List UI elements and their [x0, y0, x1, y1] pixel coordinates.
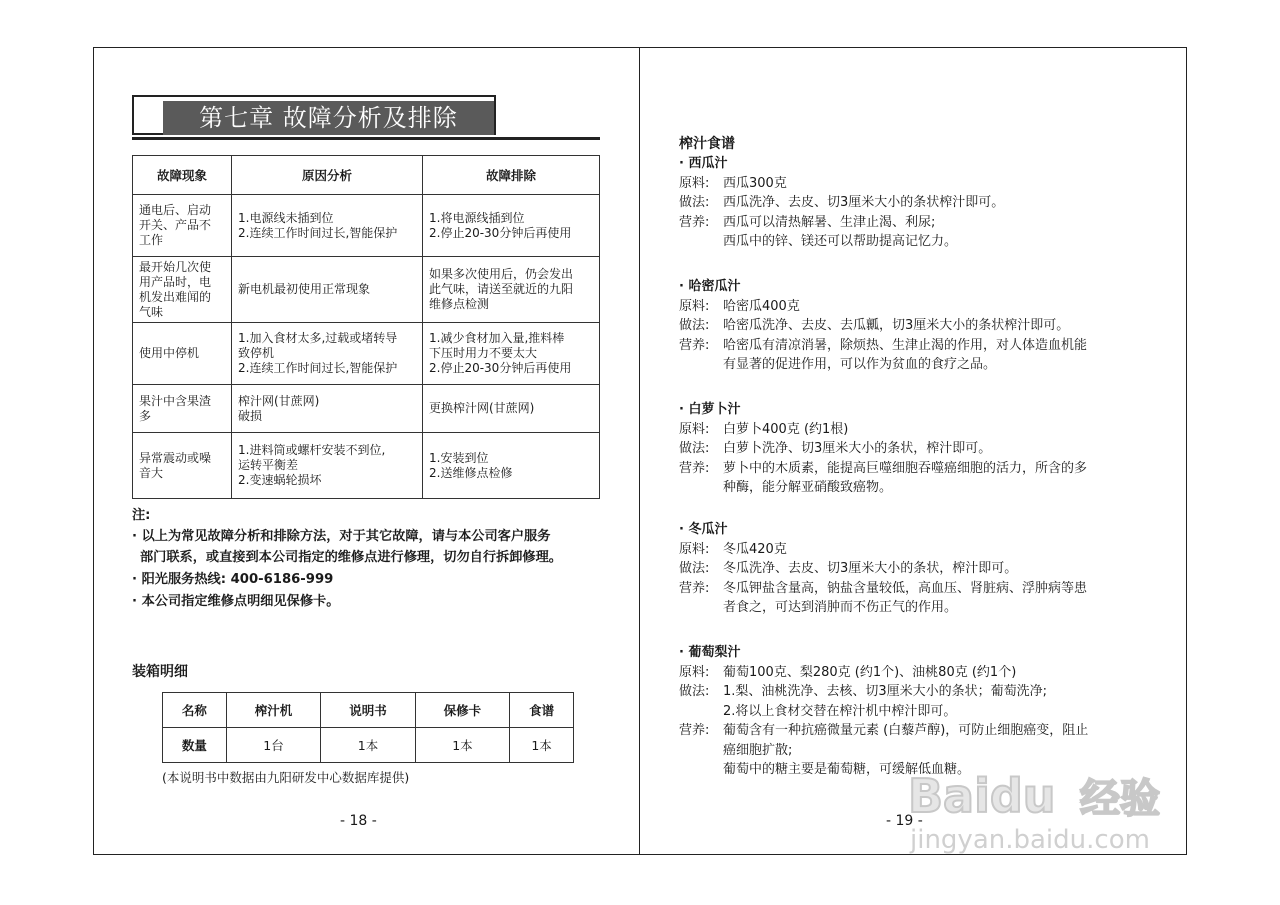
fault-symptom-line: 机发出难闻的 [139, 289, 212, 304]
fault-symptom-line: 开关、产品不 [139, 218, 212, 232]
fault-fix-line: 维修点检测 [429, 297, 490, 311]
recipe-name [679, 521, 727, 539]
fault-cause-line: 运转平衡差 [238, 458, 299, 472]
fault-cause-line: 2.连续工作时间过长,智能保护 [238, 225, 398, 240]
recipe-method [679, 683, 1047, 701]
packing-cell: 1本 [321, 728, 415, 763]
packing-table [162, 692, 574, 763]
note-hotline: · 阳光服务热线: 400-6186-999 [132, 572, 334, 587]
fault-fix-line: 2.停止20-30分钟后再使用 [429, 361, 572, 375]
recipe-method [679, 560, 1017, 578]
fault-table-row [133, 433, 600, 499]
fault-table-row [133, 257, 600, 323]
packing-footnote: (本说明书中数据由九阳研发中心数据库提供) [162, 770, 410, 785]
recipe-nutrition-cont-text: 葡萄中的糖主要是葡萄糖，可缓解低血糖。 [723, 762, 971, 777]
chapter-title: 第七章 故障分析及排除 [163, 101, 494, 135]
recipe-nutrition-label: 营养: [679, 580, 710, 596]
recipe-method-text: 冬瓜洗净、去皮、切3厘米大小的条状，榨汁即可。 [723, 561, 1018, 576]
fault-cause-cell [232, 433, 423, 499]
recipe-method-label: 做法: [679, 684, 710, 699]
packing-cell: 1台 [226, 728, 320, 763]
recipe-ingredients-label: 原料: [679, 541, 710, 557]
recipe-ingredients-label: 原料: [679, 664, 710, 680]
fault-fix-line: 2.送维修点检修 [429, 465, 513, 480]
recipe-method-text: 1.梨、油桃洗净、去核、切3厘米大小的条状；葡萄洗净; [723, 684, 1048, 699]
recipe-method [679, 440, 991, 458]
recipe-nutrition-text: 冬瓜钾盐含量高，钠盐含量较低，高血压、肾脏病、浮肿病等患 [723, 580, 1088, 596]
recipe-nutrition-text: 西瓜可以清热解暑、生津止渴、利尿; [723, 214, 936, 230]
note-title: 注: [132, 508, 151, 523]
watermark-cn: 经验 [1080, 776, 1160, 822]
recipe-method-text: 白萝卜洗净、切3厘米大小的条状，榨汁即可。 [723, 441, 992, 456]
recipe-ingredients-text: 冬瓜420克 [723, 541, 787, 557]
fault-symptom-cell [133, 385, 232, 433]
recipe-nutrition [679, 337, 1087, 355]
recipe-method-label: 做法: [679, 441, 710, 456]
fault-symptom-line: 多 [139, 408, 152, 423]
packing-cell: 榨汁机 [226, 693, 320, 728]
packing-header-row [163, 693, 574, 728]
page-number-left: - 18 - [340, 813, 377, 829]
packing-cell: 说明书 [321, 693, 415, 728]
page-number-right: - 19 - [886, 813, 923, 829]
note-warranty: · 本公司指定维修点明细见保修卡。 [132, 594, 340, 609]
baidu-watermark [900, 760, 1200, 860]
fault-fix-line: 1.安装到位 [429, 450, 489, 465]
chapter-rule [132, 137, 600, 140]
fault-fix-line: 1.将电源线插到位 [429, 210, 525, 225]
header-symptom: 故障现象 [133, 156, 232, 195]
recipe-name-text: · 西瓜汁 [679, 156, 728, 171]
fault-cause-line: 2.连续工作时间过长,智能保护 [238, 361, 398, 375]
recipe-nutrition-text: 哈密瓜有清凉消暑，除烦热、生津止渴的作用，对人体造血机能 [723, 337, 1088, 353]
fault-symptom-cell [133, 433, 232, 499]
page-divider [639, 47, 640, 855]
recipe-nutrition-text: 葡萄含有一种抗癌微量元素 (白藜芦醇)，可防止细胞癌变，阻止 [723, 723, 1089, 738]
recipe-name-text: · 白萝卜汁 [679, 402, 741, 417]
fault-cause-cell [232, 257, 423, 323]
fault-fix-line: 如果多次使用后，仍会发出 [429, 267, 574, 281]
fault-symptom-line: 最开始几次使 [139, 259, 212, 274]
fault-table-row [133, 385, 600, 433]
recipe-ingredients [679, 421, 848, 439]
header-fix: 故障排除 [423, 156, 600, 195]
fault-symptom-line: 气味 [139, 304, 164, 319]
fault-symptom-cell [133, 257, 232, 323]
fault-cause-line: 榨汁网(甘蔗网) [238, 393, 320, 408]
fault-table-row [133, 195, 600, 257]
recipe-nutrition [679, 722, 1088, 740]
fault-table-header [133, 156, 600, 195]
fault-cause-line: 致停机 [238, 346, 275, 360]
fault-fix-cell [423, 323, 600, 385]
recipe-name [679, 278, 740, 296]
note-line-1: · 以上为常见故障分析和排除方法，对于其它故障，请与本公司客户服务 [132, 529, 551, 544]
fault-symptom-line: 通电后、启动 [139, 203, 212, 217]
recipe-nutrition-cont [723, 742, 792, 760]
recipe-nutrition-cont [723, 233, 957, 251]
recipe-ingredients [679, 541, 787, 559]
recipe-ingredients [679, 175, 787, 193]
packing-qty-row [163, 728, 574, 763]
fault-fix-cell [423, 385, 600, 433]
fault-symptom-line: 工作 [139, 233, 164, 247]
recipe-nutrition-label: 营养: [679, 337, 710, 353]
recipe-ingredients-label: 原料: [679, 298, 710, 314]
recipe-nutrition-cont [723, 356, 996, 374]
recipe-name-text: · 葡萄梨汁 [679, 645, 741, 660]
recipe-ingredients-label: 原料: [679, 421, 710, 437]
fault-cause-line: 1.进料筒或螺杆安装不到位, [238, 443, 386, 457]
fault-cause-line: 1.电源线未插到位 [238, 210, 334, 225]
fault-symptom-cell [133, 195, 232, 257]
recipe-method-label: 做法: [679, 195, 710, 210]
recipe-method-label: 做法: [679, 561, 710, 576]
fault-fix-line: 下压时用力不要太大 [429, 346, 538, 360]
fault-cause-line: 新电机最初使用正常现象 [238, 282, 371, 296]
recipe-ingredients-text: 哈密瓜400克 [723, 298, 800, 314]
fault-symptom-line: 果汁中含果渣 [139, 393, 212, 408]
note-line-2: 部门联系，或直接到本公司指定的维修点进行修理，切勿自行拆卸修理。 [140, 550, 562, 565]
fault-cause-line: 破损 [238, 408, 263, 423]
packing-cell: 1本 [510, 728, 574, 763]
recipe-method-text: 西瓜洗净、去皮、切3厘米大小的条状榨汁即可。 [723, 195, 1005, 210]
recipe-name [679, 155, 727, 173]
recipe-nutrition-cont-text: 有显著的促进作用，可以作为贫血的食疗之品。 [723, 357, 997, 372]
packing-cell: 名称 [163, 693, 227, 728]
recipe-nutrition-cont [723, 599, 957, 617]
fault-fix-cell [423, 433, 600, 499]
fault-cause-cell [232, 195, 423, 257]
recipe-method [679, 317, 1069, 335]
recipe-nutrition-cont-text: 西瓜中的锌、镁还可以帮助提高记忆力。 [723, 234, 958, 249]
recipe-nutrition-cont-text: 者食之，可达到消肿而不伤正气的作用。 [723, 600, 958, 615]
recipe-method-cont [723, 703, 956, 721]
recipe-nutrition [679, 580, 1087, 598]
recipe-nutrition-cont-text: 癌细胞扩散; [723, 742, 793, 758]
recipe-nutrition-label: 营养: [679, 723, 710, 738]
recipe-ingredients-text: 葡萄100克、梨280克 (约1个)、油桃80克 (约1个) [723, 664, 1017, 680]
recipes-title: 榨汁食谱 [679, 136, 735, 152]
recipe-nutrition [679, 460, 1087, 478]
fault-fix-cell [423, 257, 600, 323]
recipe-method-text: 哈密瓜洗净、去皮、去瓜瓤，切3厘米大小的条状榨汁即可。 [723, 318, 1070, 333]
fault-fix-line: 更换榨汁网(甘蔗网) [429, 401, 535, 415]
fault-symptom-line: 用产品时，电 [139, 274, 212, 289]
recipe-method-label: 做法: [679, 318, 710, 333]
watermark-brand: Baidu [908, 769, 1056, 823]
recipe-ingredients [679, 298, 800, 316]
recipe-ingredients [679, 664, 1016, 682]
recipe-nutrition-cont-text: 种酶，能分解亚硝酸致癌物。 [723, 480, 893, 495]
fault-cause-line: 1.加入食材太多,过载或堵转导 [238, 331, 398, 345]
recipe-name [679, 401, 740, 419]
packing-cell: 保修卡 [415, 693, 509, 728]
fault-fix-cell [423, 195, 600, 257]
recipe-name-text: · 哈密瓜汁 [679, 279, 741, 294]
fault-cause-cell [232, 385, 423, 433]
recipe-ingredients-label: 原料: [679, 175, 710, 191]
fault-symptom-line: 使用中停机 [139, 346, 200, 360]
recipe-nutrition-label: 营养: [679, 460, 710, 476]
packing-cell: 1本 [415, 728, 509, 763]
fault-cause-cell [232, 323, 423, 385]
fault-table [132, 155, 600, 499]
recipe-ingredients-text: 白萝卜400克 (约1根) [723, 421, 849, 437]
recipe-ingredients-text: 西瓜300克 [723, 175, 787, 191]
recipe-nutrition-text: 萝卜中的木质素，能提高巨噬细胞吞噬癌细胞的活力，所含的多 [723, 460, 1088, 476]
packing-cell: 数量 [163, 728, 227, 763]
recipe-name-text: · 冬瓜汁 [679, 522, 728, 537]
fault-fix-line: 2.停止20-30分钟后再使用 [429, 225, 572, 240]
fault-symptom-cell [133, 323, 232, 385]
recipe-nutrition [679, 214, 935, 232]
fault-fix-line: 1.减少食材加入量,推料棒 [429, 331, 565, 345]
fault-symptom-line: 音大 [139, 465, 164, 480]
watermark-url: jingyan.baidu.com [910, 825, 1150, 855]
recipe-method-cont-text: 2.将以上食材交替在榨汁机中榨汁即可。 [723, 703, 957, 719]
header-cause: 原因分析 [232, 156, 423, 195]
recipe-nutrition-label: 营养: [679, 214, 710, 230]
packing-title: 装箱明细 [132, 664, 188, 680]
fault-fix-line: 此气味，请送至就近的九阳 [429, 282, 574, 296]
fault-table-row [133, 323, 600, 385]
recipe-method [679, 194, 1004, 212]
fault-symptom-line: 异常震动或噪 [139, 450, 212, 465]
packing-cell: 食谱 [510, 693, 574, 728]
recipe-name [679, 644, 740, 662]
recipe-nutrition-cont [723, 479, 892, 497]
fault-cause-line: 2.变速蜗轮损坏 [238, 473, 322, 487]
